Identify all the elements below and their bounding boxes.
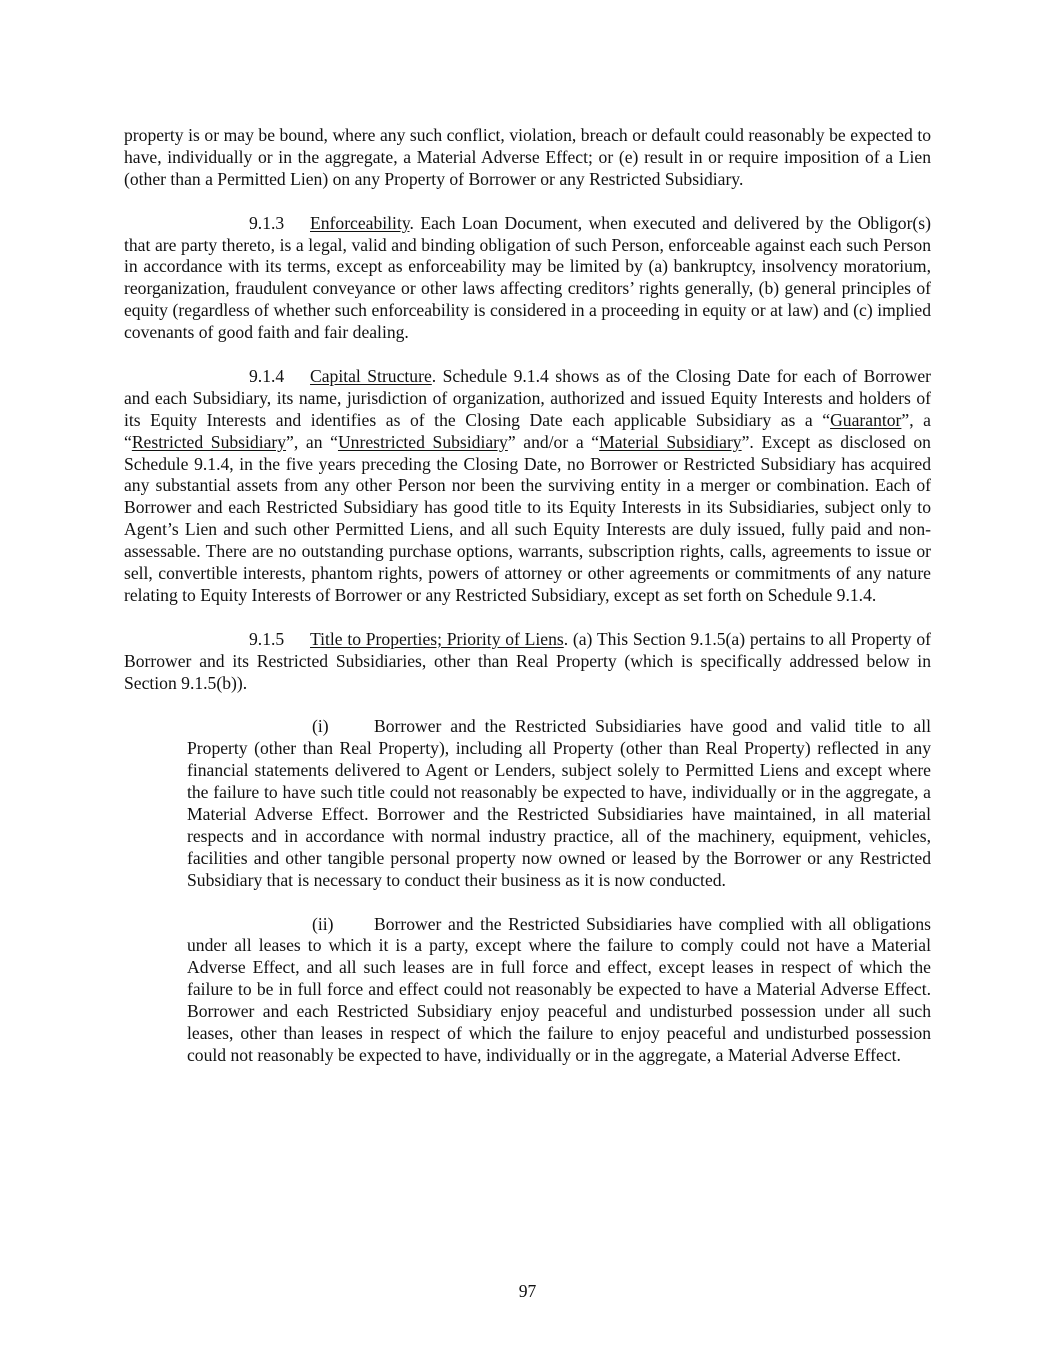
term-separator: ”, a “ <box>124 409 931 452</box>
document-page <box>124 125 931 1089</box>
defined-term-material-subsidiary: Material Subsidiary <box>599 431 742 452</box>
section-body: Each Loan Document, when executed and delivered by the Obligor(s) that are party thereto, is a legal, valid and binding obligation of such Person, enforceable against each such Person in accordance with its terms, except as enforceability may be limited by (a) bankruptcy, insolvency moratorium, reorganization, fraudulent conveyance or other laws affecting creditors’ rights generally, (b) general principles of equity (regardless of whether such enforceability is considered in a proceeding in equity or at law) and (c) implied covenants of good faith and fair dealing. <box>124 212 931 343</box>
section-9-1-4 <box>124 366 931 607</box>
section-body-part-1: Schedule 9.1.4 shows as of the Closing Date for each of Borrower and each Subsidiary, its name, jurisdiction of organization, authorized and issued Equity Interests and holders of its Equity Interests and identifies as of the Closing Date each applicable Subsidiary as a “ <box>124 365 931 430</box>
section-number: 9.1.3 <box>249 212 285 233</box>
intro-paragraph: property is or may be bound, where any such conflict, violation, breach or default could reasonably be expected to have, individually or in the aggregate, a Material Adverse Effect; or (e) result in or require imposition of a Lien (other than a Permitted Lien) on any Property of Borrower or any Restricted Subsidiary. <box>124 125 931 189</box>
clause-body: Borrower and the Restricted Subsidiaries have complied with all obligations under all leases to which it is a party, except where the failure to comply could not have a Material Adverse Effect, and all such leases are in full force and effect, except leases in respect of which the failure to be in full force and effect could not reasonably be expected to have a Material Adverse Effect. Borrower and each Restricted Subsidiary enjoy peaceful and undisturbed possession under all such leases, other than leases in respect of which the failure to enjoy peaceful and undisturbed possession could not reasonably be expected to have, individually or in the aggregate, a Material Adverse Effect. <box>187 913 931 1065</box>
clause-number: (i) <box>312 716 329 737</box>
clause-ii <box>187 914 931 1067</box>
section-body-part-2: ”. Except as disclosed on Schedule 9.1.4, in the five years preceding the Closing Date, no Borrower or Restricted Subsidiary has acquired any substantial assets from any other Person nor been the surviving entity in a merger or combination. Each of Borrower and each Restricted Subsidiary has good title to its Equity Interests in its Subsidiaries, subject only to Agent’s Lien and such other Permitted Liens, and all such Equity Interests are duly issued, fully paid and non-assessable. There are no outstanding purchase options, warrants, subscription rights, calls, agreements to issue or sell, convertible interests, phantom rights, powers of attorney or other agreements or commitments of any nature relating to Equity Interests of Borrower or any Restricted Subsidiary, except as set forth on Schedule 9.1.4. <box>124 431 931 605</box>
defined-term-guarantor: Guarantor <box>830 409 902 430</box>
page-number: 97 <box>518 1281 537 1301</box>
section-9-1-3 <box>124 213 931 344</box>
term-separator: ” and/or a “ <box>507 431 600 452</box>
clause-number: (ii) <box>312 913 334 934</box>
heading-punctuation: . <box>563 628 569 649</box>
section-number: 9.1.4 <box>249 365 285 386</box>
heading-punctuation: . <box>431 365 437 386</box>
section-9-1-5 <box>124 629 931 695</box>
heading-punctuation: . <box>409 212 414 233</box>
section-heading: Enforceability <box>310 212 410 233</box>
section-heading: Capital Structure <box>310 365 432 386</box>
defined-term-restricted-subsidiary: Restricted Subsidiary <box>131 431 287 452</box>
section-heading: Title to Properties; Priority of Liens <box>310 628 564 649</box>
term-separator: ”, an “ <box>286 431 338 452</box>
section-number: 9.1.5 <box>249 628 285 649</box>
defined-term-unrestricted-subsidiary: Unrestricted Subsidiary <box>337 431 508 452</box>
clause-body: Borrower and the Restricted Subsidiaries have good and valid title to all Property (other than Real Property), including all Property (other than Real Property) reflected in any financial statements delivered to Agent or Lenders, subject solely to Permitted Liens and except where the failure to have such title could not reasonably be expected to have, individually or in the aggregate, a Material Adverse Effect. Borrower and the Restricted Subsidiaries have maintained, in all material respects and in accordance with normal industry practice, all of the machinery, equipment, vehicles, facilities and other tangible personal property now owned or leased by the Borrower or any Restricted Subsidiary that is necessary to conduct their business as it is now conducted. <box>187 716 931 890</box>
section-body: (a) This Section 9.1.5(a) pertains to all Property of Borrower and its Restricted Subsidiaries, other than Real Property (which is specifically addressed below in Section 9.1.5(b)). <box>124 628 931 693</box>
clause-i <box>187 716 931 891</box>
